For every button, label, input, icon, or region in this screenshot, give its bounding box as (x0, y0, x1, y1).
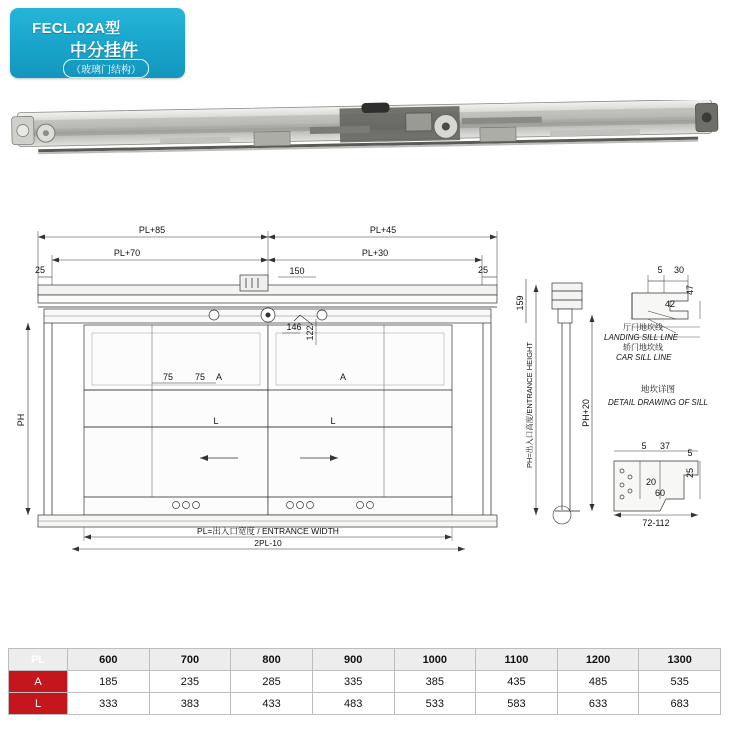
dim-L-left: L (213, 416, 219, 426)
table-cell-l-5: 583 (476, 693, 558, 715)
spec-table (8, 648, 721, 715)
dim-entrance-width: PL=出入口宽度 / ENTRANCE WIDTH (197, 526, 339, 536)
dim-entrance-height: PH=出入口高度/ENTRANCE HEIGHT (525, 341, 534, 469)
table-rowhead-pl: PL (9, 649, 68, 671)
note-car-sill-en: CAR SILL LINE (616, 353, 672, 362)
dim-159: 159 (515, 295, 525, 311)
dim-sill-5: 5 (657, 265, 663, 275)
dim-sill-60: 60 (654, 488, 666, 498)
table-row (9, 693, 721, 715)
dim-right-25: 25 (477, 265, 489, 275)
note-detail-en: DETAIL DRAWING OF SILL (608, 398, 708, 407)
dim-75-left: 75 (162, 372, 174, 382)
table-cell-a-3: 335 (312, 671, 394, 693)
table-cell-l-1: 383 (149, 693, 231, 715)
table-col-7: 1300 (639, 649, 721, 671)
header-badge (10, 8, 185, 78)
table-cell-a-5: 435 (476, 671, 558, 693)
table-cell-l-3: 483 (312, 693, 394, 715)
dim-sill-20: 20 (645, 477, 657, 487)
table-cell-a-2: 285 (231, 671, 313, 693)
note-car-sill-cn: 轿门地坎线 (623, 343, 663, 352)
note-landing-sill-cn: 厅门地坎线 (623, 323, 663, 332)
product-structure-pill: （玻璃门结构） (63, 59, 149, 78)
table-rowhead-l: L (9, 693, 68, 715)
dim-left-25: 25 (34, 265, 46, 275)
table-cell-l-2: 433 (231, 693, 313, 715)
dim-sill-30: 30 (673, 265, 685, 275)
table-cell-l-4: 533 (394, 693, 476, 715)
dim-sill-5b: 5 (641, 441, 647, 451)
table-cell-a-4: 385 (394, 671, 476, 693)
table-cell-a-0: 185 (68, 671, 150, 693)
table-col-0: 600 (68, 649, 150, 671)
table-cell-a-6: 485 (557, 671, 639, 693)
table-col-5: 1100 (476, 649, 558, 671)
dim-pl-plus-70: PL+70 (113, 248, 141, 258)
dim-A-left: A (215, 372, 223, 382)
dim-ph-plus-20: PH+20 (581, 399, 591, 427)
dim-ph: PH (16, 413, 26, 427)
dim-sill-37: 37 (659, 441, 671, 451)
dim-sill-42: 42 (664, 299, 676, 309)
table-row (9, 649, 721, 671)
dim-150: 150 (289, 266, 305, 276)
table-cell-l-6: 633 (557, 693, 639, 715)
dim-A-right: A (339, 372, 347, 382)
table-col-4: 1000 (394, 649, 476, 671)
table-cell-a-7: 535 (639, 671, 721, 693)
note-detail-cn: 地坎详图 (641, 384, 676, 394)
dim-pl-plus-85: PL+85 (138, 225, 166, 235)
dim-sill-72-112: 72-112 (642, 518, 670, 528)
dim-L-right: L (330, 416, 336, 426)
dim-146: 146 (286, 322, 302, 332)
table-col-3: 900 (312, 649, 394, 671)
dim-75-right: 75 (194, 372, 206, 382)
table-cell-a-1: 235 (149, 671, 231, 693)
product-type-subtitle: 中分挂件 (70, 41, 138, 60)
table-row (9, 671, 721, 693)
table-rowhead-a: A (9, 671, 68, 693)
table-cell-l-7: 683 (639, 693, 721, 715)
table-cell-l-0: 333 (68, 693, 150, 715)
dim-122: 122 (305, 325, 315, 341)
dim-sill-47: 47 (685, 284, 695, 296)
table-col-6: 1200 (557, 649, 639, 671)
technical-drawing (0, 215, 729, 635)
product-model-title: FECL.02A型 (32, 20, 121, 37)
note-landing-sill-en: LANDING SILL LINE (604, 333, 679, 342)
dim-sill-25: 25 (685, 467, 695, 479)
dim-pl-plus-30: PL+30 (361, 248, 389, 258)
table-col-2: 800 (231, 649, 313, 671)
dim-2pl-minus-10: 2PL-10 (254, 538, 282, 548)
dim-pl-plus-45: PL+45 (369, 225, 397, 235)
table-col-1: 700 (149, 649, 231, 671)
dim-sill-5c: 5 (687, 448, 693, 458)
door-operator-photo (10, 100, 720, 170)
